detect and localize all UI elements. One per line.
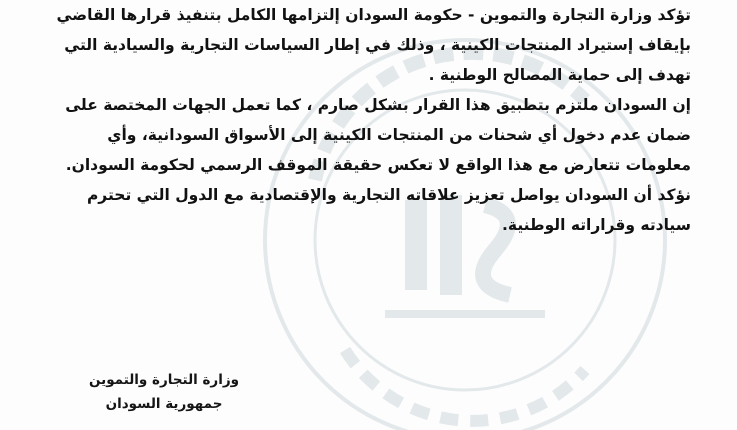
document-body: [31, 0, 691, 240]
text-line: إن السودان ملتزم بتطبيق هذا القرار بشكل صارم ، كما تعمل الجهات المختصة على: [65, 96, 691, 114]
paragraph-2: [31, 90, 691, 180]
signature-ministry: وزارة التجارة والتموين: [88, 372, 239, 388]
paragraph-1: [31, 0, 691, 90]
text-line: ضمان عدم دخول أي شحنات من المنتجات الكينية إلى الأسواق السودانية، وأي: [107, 126, 691, 144]
paragraph-3: [31, 180, 691, 240]
text-line: بإيقاف إستيراد المنتجات الكينية ، وذلك في إطار السياسات التجارية والسيادية التي: [64, 36, 691, 54]
text-line: تهدف إلى حماية المصالح الوطنية .: [428, 66, 691, 84]
signature-country: جمهورية السودان: [105, 396, 223, 412]
text-line: نؤكد أن السودان يواصل تعزيز علاقاته التجارية والإقتصادية مع الدول التي تحترم: [86, 186, 691, 204]
text-line: تؤكد وزارة التجارة والتموين - حكومة السودان إلتزامها الكامل بتنفيذ قرارها القاضي: [56, 6, 691, 24]
text-line: سيادته وقراراته الوطنية.: [502, 216, 691, 234]
text-line: معلومات تتعارض مع هذا الواقع لا تعكس حقيقة الموقف الرسمي لحكومة السودان.: [65, 156, 691, 174]
signature-block: [89, 368, 239, 416]
